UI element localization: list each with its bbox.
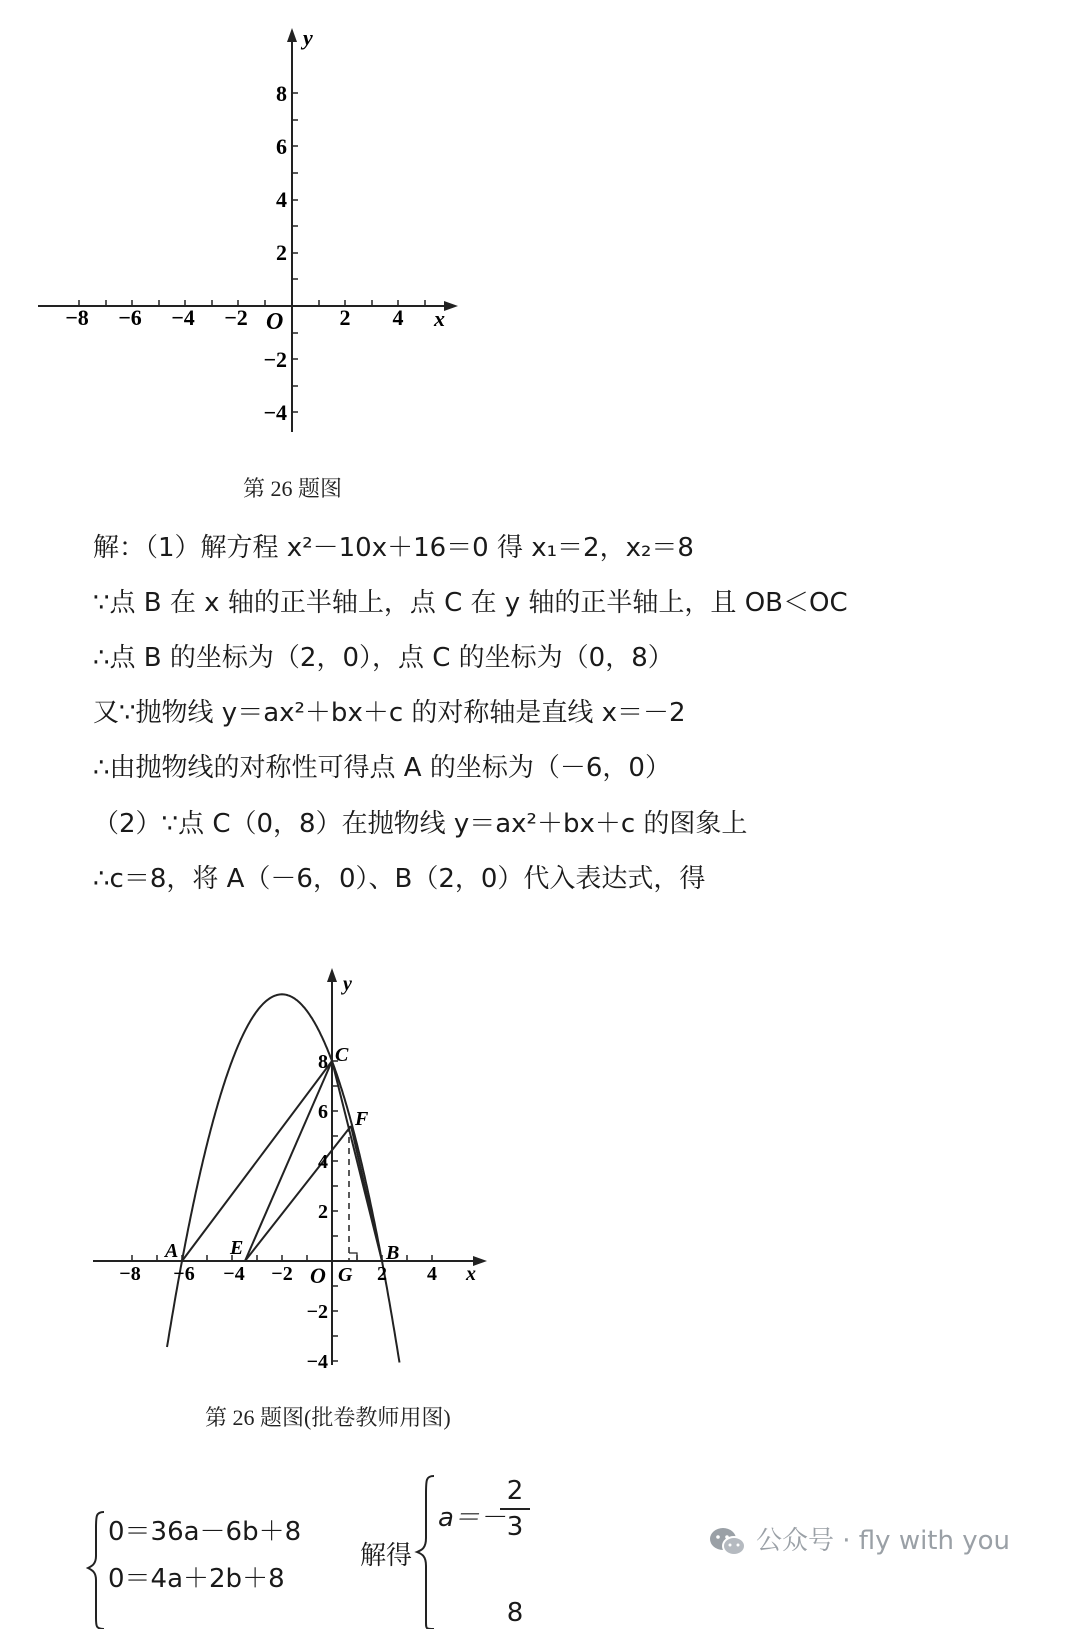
solution-line: ∵点 B 在 x 轴的正半轴上，点 C 在 y 轴的正半轴上，且 OB＜OC: [93, 588, 848, 618]
a-fraction: [500, 1476, 530, 1542]
y-tick-label: 6: [276, 134, 287, 159]
solution-line: ∴c＝8，将 A（－6，0）、B（2，0）代入表达式，得: [93, 864, 706, 894]
x-tick-label: 2: [377, 1263, 387, 1285]
solve-word: 解得: [360, 1541, 413, 1571]
solution-line: 又∵抛物线 y＝ax²＋bx＋c 的对称轴是直线 x＝－2: [93, 698, 686, 728]
origin-label: O: [266, 309, 284, 335]
x-tick-label: −4: [171, 305, 195, 330]
solution-line: ∴点 B 的坐标为（2，0），点 C 的坐标为（0，8）: [93, 643, 674, 673]
point-label-b: B: [386, 1242, 400, 1264]
y-tick-label: 4: [318, 1151, 328, 1173]
right-angle-mark: [349, 1253, 357, 1261]
watermark: [708, 1520, 1010, 1558]
a-denominator: 3: [506, 1512, 524, 1542]
segment-ef: [245, 1126, 351, 1261]
figure-2-caption: 第 26 题图(批卷教师用图): [205, 1405, 451, 1430]
y-tick-label: 8: [276, 81, 287, 106]
x-tick-label: −8: [65, 305, 89, 330]
point-label-f: F: [355, 1108, 369, 1130]
point-label-c: C: [335, 1044, 349, 1066]
a-numerator: 2: [506, 1476, 524, 1506]
figure-1-caption: 第 26 题图: [243, 476, 343, 501]
y-tick-label: −4: [306, 1351, 328, 1373]
y-axis-label: y: [303, 25, 313, 50]
x-tick-label: −8: [119, 1263, 141, 1285]
solution-line: （2）∵点 C（0，8）在抛物线 y＝ax²＋bx＋c 的图象上: [93, 809, 748, 839]
x-tick-label: 2: [339, 305, 351, 330]
right-brace: [414, 1472, 438, 1629]
x-axis-label: x: [466, 1263, 476, 1285]
solution-line: 解：（1）解方程 x²－10x＋16＝0 得 x₁＝2，x₂＝8: [93, 533, 694, 563]
x-tick-label: −6: [173, 1263, 195, 1285]
equation-2: 0＝4a＋2b＋8: [108, 1564, 285, 1594]
y-tick-label: 6: [318, 1101, 328, 1123]
equation-1: 0＝36a－6b＋8: [108, 1517, 302, 1547]
origin-label: O: [310, 1263, 326, 1288]
y-tick-label: −2: [306, 1301, 328, 1323]
watermark-text: 公众号 · fly with you: [756, 1526, 1011, 1556]
y-tick-label: 2: [276, 240, 287, 265]
x-tick-label: −4: [223, 1263, 245, 1285]
figure-2-parabola: [85, 960, 505, 1380]
x-tick-label: −6: [118, 305, 142, 330]
x-tick-label: 4: [392, 305, 404, 330]
point-label-a: A: [165, 1240, 179, 1262]
solution-a: [438, 1497, 506, 1534]
y-tick-label: −2: [263, 347, 287, 372]
y-tick-label: −4: [263, 400, 287, 425]
y-tick-label: 2: [318, 1201, 328, 1223]
y-axis-label: y: [343, 973, 352, 995]
segment-fb: [351, 1126, 382, 1261]
y-tick-label: 4: [276, 187, 287, 212]
x-tick-label: −2: [271, 1263, 293, 1285]
x-axis-label: x: [434, 306, 445, 331]
left-brace: [86, 1508, 110, 1629]
x-tick-label: 4: [427, 1263, 437, 1285]
y-tick-label: 8: [318, 1051, 328, 1073]
wechat-icon: [708, 1526, 748, 1558]
fraction-bar: [500, 1508, 530, 1510]
point-label-g: G: [338, 1264, 353, 1286]
point-label-e: E: [230, 1237, 244, 1259]
a-expression: a＝－: [438, 1503, 506, 1533]
b-numerator: 8: [506, 1598, 524, 1628]
solution-line: ∴由抛物线的对称性可得点 A 的坐标为（－6，0）: [93, 753, 671, 783]
parabola-curve: [167, 994, 400, 1362]
figure-1-axes: [30, 20, 470, 440]
x-tick-label: −2: [224, 305, 248, 330]
